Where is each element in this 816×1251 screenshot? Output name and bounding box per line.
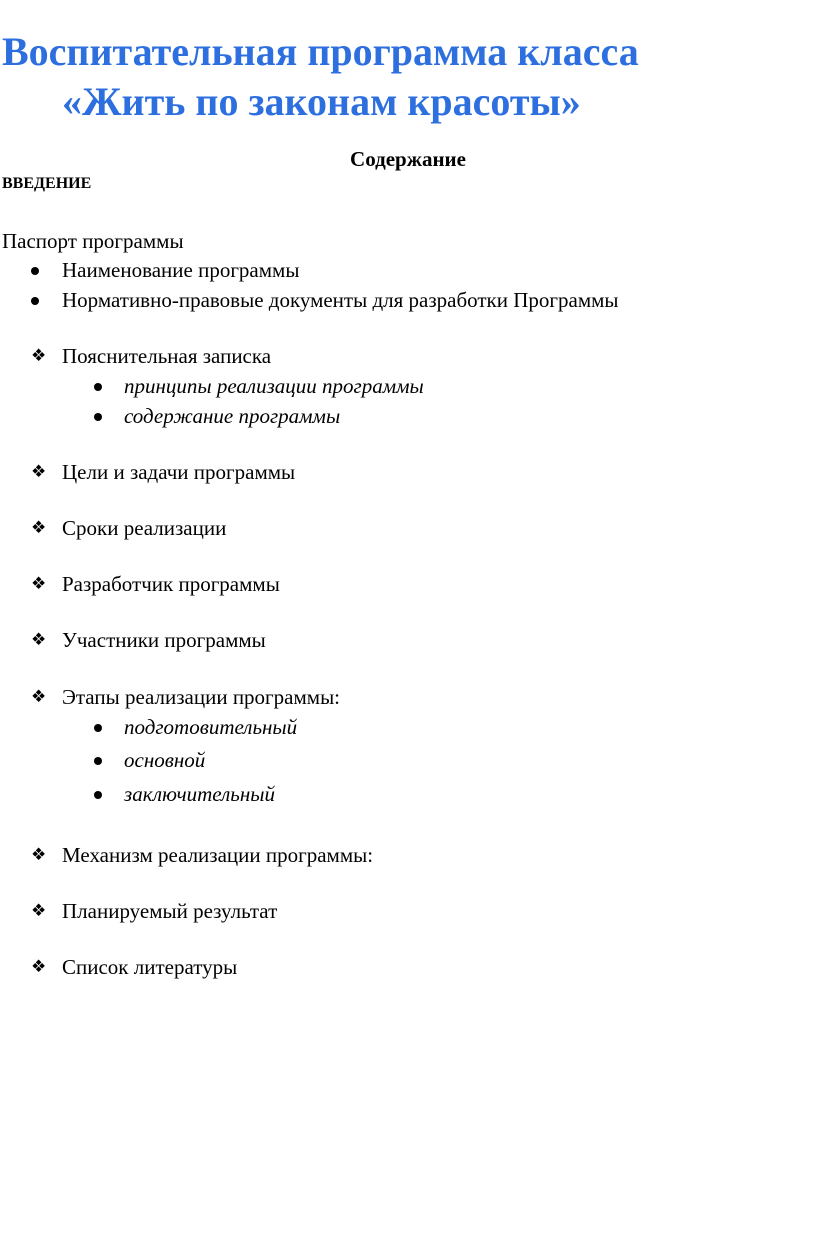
sub-item: содержание программы: [124, 404, 340, 428]
sub-item: заключительный: [124, 782, 275, 806]
diamond-bullet-icon: ❖: [31, 346, 47, 365]
sub-item: основной: [124, 748, 205, 772]
passport-label: Паспорт программы: [2, 229, 184, 253]
section-item: ❖ Участники программы: [31, 628, 266, 652]
bullet-icon: [31, 297, 39, 305]
diamond-bullet-icon: ❖: [31, 957, 47, 976]
section-item: ❖ Пояснительная записка: [31, 344, 272, 368]
page-title-line-1: Воспитательная программа класса: [2, 29, 639, 74]
bullet-icon: [94, 383, 102, 391]
diamond-bullet-icon: ❖: [31, 630, 47, 649]
bullet-icon: [94, 791, 102, 799]
sub-item: принципы реализации программы: [124, 374, 424, 398]
sub-item: подготовительный: [124, 715, 297, 739]
section-item: ❖ Сроки реализации: [31, 516, 227, 540]
list-item: Нормативно-правовые документы для разработки Программы: [62, 288, 619, 312]
diamond-bullet-icon: ❖: [31, 574, 47, 593]
section-item: ❖ Этапы реализации программы:: [31, 685, 341, 709]
section-item: ❖ Список литературы: [31, 955, 238, 979]
section-item: ❖ Разработчик программы: [31, 572, 280, 596]
diamond-bullet-icon: ❖: [31, 687, 47, 706]
list-item: Наименование программы: [62, 258, 299, 282]
diamond-bullet-icon: ❖: [31, 518, 47, 537]
page-title-line-2: «Жить по законам красоты»: [62, 79, 581, 124]
bullet-icon: [94, 724, 102, 732]
diamond-bullet-icon: ❖: [31, 901, 47, 920]
section-item: ❖ Планируемый результат: [31, 899, 278, 923]
diamond-bullet-icon: ❖: [31, 845, 47, 864]
diamond-bullet-icon: ❖: [31, 462, 47, 481]
bullet-icon: [31, 267, 39, 275]
section-item: ❖ Цели и задачи программы: [31, 460, 296, 484]
intro-heading: ВВЕДЕНИЕ: [2, 175, 92, 192]
contents-heading: Содержание: [350, 147, 466, 171]
section-item: ❖ Механизм реализации программы:: [31, 843, 374, 867]
bullet-icon: [94, 413, 102, 421]
bullet-icon: [94, 757, 102, 765]
